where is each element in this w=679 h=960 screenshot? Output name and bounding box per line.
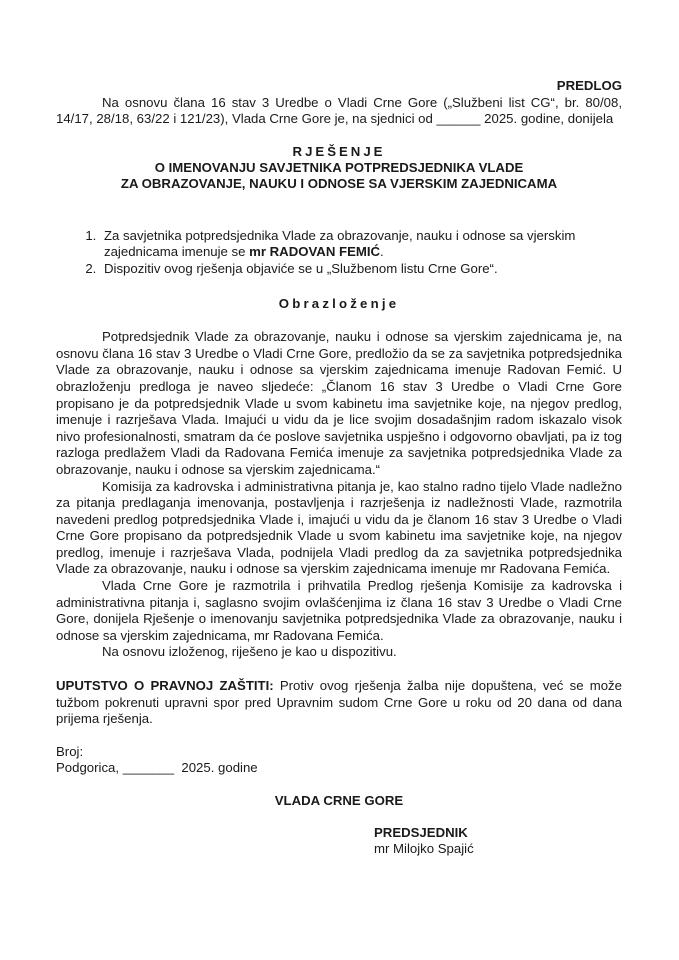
- decision-title: [56, 144, 622, 192]
- decision-title-line1: O IMENOVANJU SAVJETNIKA POTPREDSJEDNIKA VLADE: [154, 159, 524, 175]
- institution-name: VLADA CRNE GORE: [274, 793, 404, 808]
- reasoning-paragraph: Vlada Crne Gore je razmotrila i prihvatila Predlog rješenja Komisije za kadrovska i administrativna pitanja i, saglasno svojim ovlašćenjima iz člana 16 stav 3 Uredbe o Vladi Crne Gore, donijela Rješenje o imenovanju savjetnika potpredsjednika Vlade za obrazovanje, nauku i odnose sa vjerskim zajednicama, mr Radovana Femića.: [56, 578, 622, 643]
- dispositive-item: 2. Dispozitiv ovog rješenja objaviće se u „Službenom listu Crne Gore“.: [100, 261, 622, 278]
- decision-title-main: RJEŠENJE: [292, 143, 386, 159]
- dispositive-list: [56, 228, 622, 278]
- reasoning-paragraph: Potpredsjednik Vlade za obrazovanje, nauku i odnose sa vjerskim zajednicama je, na osnovu člana 16 stav 3 Uredbe o Vladi Crne Gore, predložio da se za savjetnika potpredsjednika Vlade za obrazovanje, nauku i odnose sa vjerskim zajednicama imenuje Radovan Femić. U obrazloženju predloga je naveo sljedeće: „Članom 16 stav 3 Uredbe o Vladi Crne Gore propisano je da potpredsjednik Vlade u svom kabinetu ima savjetnike koje, na njegov predlog, imenuje i razrješava Vlada. Imajući u vidu da je lice svojim dosadašnjim radom iskazalo visok nivo profesionalnosti, smatram da će poslove savjetnika uspješno i odgovorno obavljati, pa iz tog razloga predlažem Vladi da Radovana Femića imenuje za savjetnika potpredsjednika Vlade za obrazovanje, nauku i odnose sa vjerskim zajednicama.“: [56, 329, 622, 477]
- signatory-name: mr Milojko Spajić: [374, 841, 474, 857]
- signature-block: [374, 825, 622, 858]
- appointee-name: mr RADOVAN FEMIĆ: [249, 244, 381, 260]
- proposal-label: PREDLOG: [556, 78, 622, 93]
- decision-title-line2: ZA OBRAZOVANJE, NAUKU I ODNOSE SA VJERSKIM ZAJEDNICAMA: [120, 175, 558, 191]
- reasoning-paragraph: Komisija za kadrovska i administrativna pitanja je, kao stalno radno tijelo Vlade nadležno za pitanja predlaganja imenovanja, postavljenja i razrješenja iz nadležnosti Vlade, razmotrila navedeni predlog potpredsjednika Vlade i, imajući u vidu da je članom 16 stav 3 Uredbe o Vladi Crne Gore propisano da potpredsjednik Vlade u svom kabinetu ima savjetnike koje, na njegov predlog, imenuje i razrješava Vlada, podnijela Vladi predlog da za savjetnika potpredsjednika Vlade za obrazovanje, nauku i odnose sa vjerskim zajednicama imenuje mr Radovana Femića.: [56, 478, 622, 577]
- reference-number: Broj:: [56, 743, 84, 759]
- dispositive-item: 1. Za savjetnika potpredsjednika Vlade za obrazovanje, nauku i odnose sa vjerskim zajednicama imenuje se mr RADOVAN FEMIĆ.: [100, 228, 622, 261]
- reasoning-paragraph: Na osnovu izloženog, riješeno je kao u dispozitivu.: [102, 644, 397, 660]
- place-date: Podgorica, _______ 2025. godine: [56, 760, 258, 776]
- signatory-role: PREDSJEDNIK: [374, 824, 468, 840]
- legal-remedy: [56, 678, 622, 728]
- legal-remedy-text: Protiv ovog rješenja žalba nije dopuštena, već se može tužbom pokrenuti upravni spor pred Upravnim sudom Crne Gore u roku od 20 dana od dana prijema rješenja.: [56, 678, 622, 727]
- preamble: Na osnovu člana 16 stav 3 Uredbe o Vladi Crne Gore („Službeni list CG“, br. 80/08, 14/17, 28/18, 63/22 i 121/23), Vlada Crne Gore je, na sjednici od ______ 2025. godine, donijela: [56, 94, 622, 127]
- reasoning-heading: Obrazloženje: [278, 295, 400, 311]
- document-page: [56, 78, 622, 858]
- legal-remedy-label: UPUTSTVO O PRAVNOJ ZAŠTITI:: [56, 678, 274, 694]
